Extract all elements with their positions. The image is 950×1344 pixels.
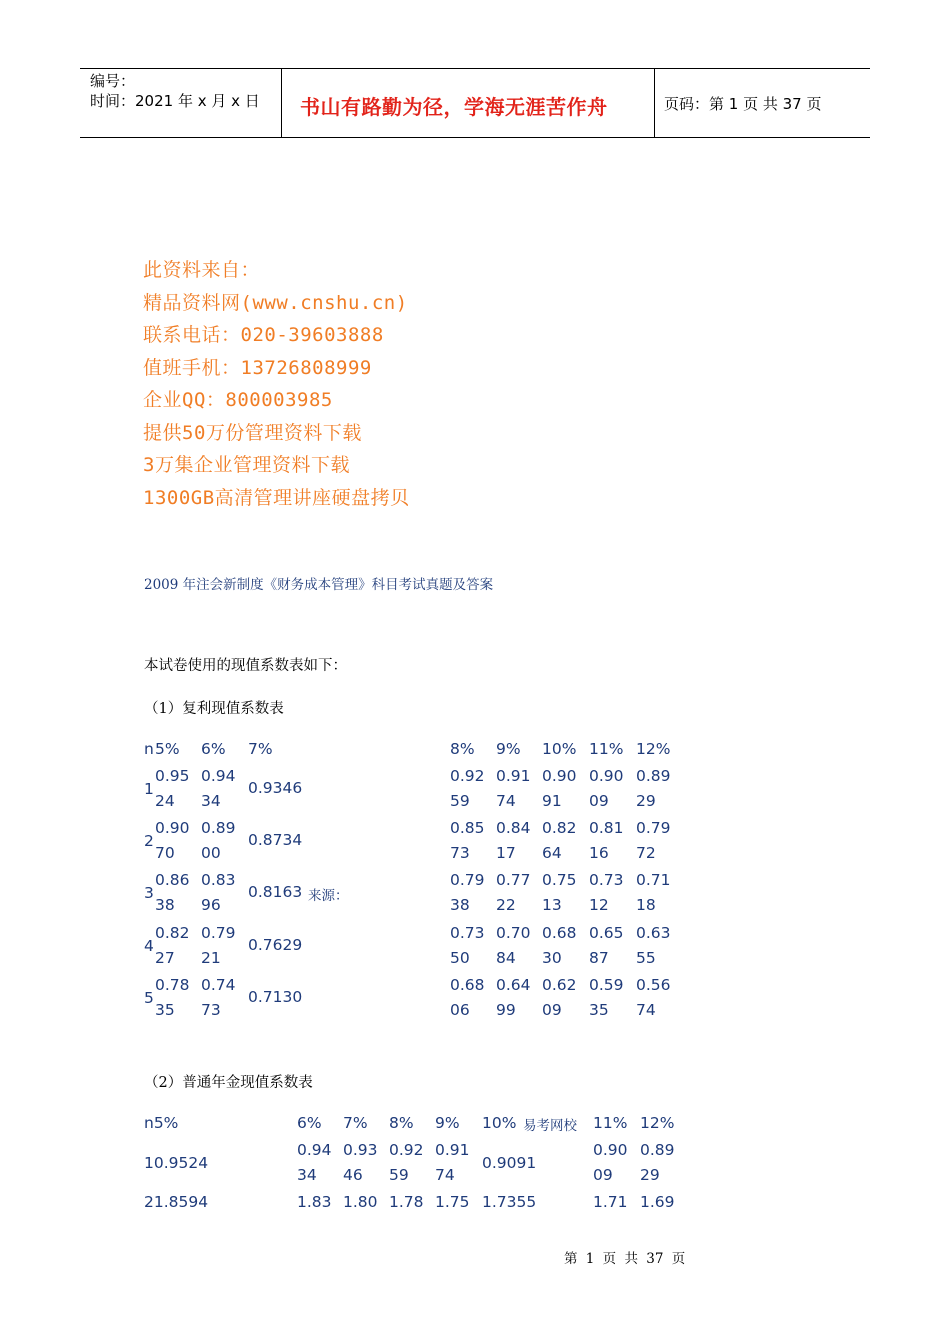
table1-header-5: 5% (155, 740, 180, 758)
table1-cell: 0.73 (450, 923, 485, 942)
table1-cell: 0.79 (636, 819, 671, 838)
table1-cell: 74 (636, 1000, 656, 1019)
table1-cell: 13 (542, 896, 562, 915)
table1-cell: 09 (542, 1000, 562, 1019)
table2-header-10: 10% (482, 1114, 517, 1132)
table1-cell: 0.63 (636, 923, 671, 942)
table1-row-n: 3 (144, 884, 154, 903)
table2-header-12: 12% (640, 1114, 675, 1132)
header-divider (654, 69, 655, 137)
table1-row-n: 2 (144, 832, 154, 851)
table2-cell: 0.93 (343, 1141, 378, 1159)
table1-header-9: 9% (496, 740, 521, 758)
table1-cell: 0.68 (542, 923, 577, 942)
table2-cell: 29 (640, 1166, 660, 1184)
table2-cell: 59 (389, 1166, 409, 1184)
table1-cell: 0.91 (496, 767, 531, 785)
table1-cell: 0.64 (496, 975, 531, 994)
table1-cell: 0.73 (589, 871, 624, 890)
ad-line: 提供50万份管理资料下载 (143, 421, 362, 444)
table2-cell: 1.80 (343, 1193, 378, 1211)
header-motto: 书山有路勤为径，学海无涯苦作舟 (300, 95, 608, 119)
table1-cell: 0.79 (201, 923, 236, 942)
header-meta (90, 71, 260, 111)
table1-cell: 30 (542, 948, 562, 967)
table1-cell: 59 (450, 792, 470, 810)
table1-cell: 35 (589, 1000, 609, 1019)
table1-cell: 0.82 (155, 923, 190, 942)
table1-cell: 0.56 (636, 975, 671, 994)
table1-cell: 99 (496, 1000, 516, 1019)
time-label: 时间：2021 年 x 月 x 日 (90, 92, 260, 110)
table2-header-n5: n5% (144, 1114, 179, 1132)
table1-cell: 38 (450, 896, 470, 915)
ad-line: 值班手机：13726808999 (143, 356, 372, 379)
table2-note: 易考网校 (523, 1118, 577, 1134)
table1-cell: 0.71 (636, 871, 671, 890)
table1-cell: 35 (155, 1000, 175, 1019)
table2-cell: 0.90 (593, 1141, 628, 1159)
table2-cell: 1.69 (640, 1193, 675, 1211)
table1-cell: 50 (450, 948, 470, 967)
table2-cell: 1.83 (297, 1193, 332, 1211)
header-page-info: 页码：第 1 页 共 37 页 (664, 95, 822, 113)
table2-cell: 1.71 (593, 1193, 628, 1211)
table1-cell: 0.77 (496, 871, 531, 890)
table1-cell: 0.90 (542, 767, 577, 785)
table1-cell: 21 (201, 948, 221, 967)
page-header (80, 68, 870, 138)
table1-cell: 0.75 (542, 871, 577, 890)
table1-row-n: 5 (144, 988, 154, 1007)
table1-cell: 0.79 (450, 871, 485, 890)
table1-cell: 0.9346 (248, 779, 303, 797)
table1-cell: 73 (450, 844, 470, 863)
table1-cell: 0.68 (450, 975, 485, 994)
table2-header-7: 7% (343, 1114, 368, 1132)
table1-cell: 22 (496, 896, 516, 915)
table1-cell: 00 (201, 844, 221, 863)
table2-cell: 0.89 (640, 1141, 675, 1159)
table1-cell: 0.7629 (248, 935, 303, 954)
table2-header-9: 9% (435, 1114, 460, 1132)
table1-cell: 18 (636, 896, 656, 915)
table2-row-n5: 10.9524 (144, 1154, 209, 1172)
table1-header-8: 8% (450, 740, 475, 758)
table1-cell: 0.85 (450, 819, 485, 838)
table1-cell: 0.74 (201, 975, 236, 994)
table1-cell: 74 (496, 792, 516, 810)
table2-row-n5: 21.8594 (144, 1193, 209, 1211)
table1-cell: 0.83 (201, 871, 236, 890)
table2-cell: 09 (593, 1166, 613, 1184)
header-divider (281, 69, 282, 137)
section1-heading: （1）复利现值系数表 (144, 701, 284, 717)
table1-cell: 27 (155, 948, 175, 967)
ad-line: 1300GB高清管理讲座硬盘拷贝 (143, 486, 410, 509)
table2-header-11: 11% (593, 1114, 628, 1132)
table1-header-n: n (144, 740, 154, 758)
table2-cell: 74 (435, 1166, 455, 1184)
intro-text: 本试卷使用的现值系数表如下： (144, 658, 347, 674)
table1-cell: 0.81 (589, 819, 624, 838)
table1-cell: 72 (636, 844, 656, 863)
table1-cell: 0.8163 (248, 883, 303, 902)
ad-line: 联系电话：020-39603888 (143, 324, 384, 346)
table1-cell: 0.70 (496, 923, 531, 942)
table2-cell: 0.92 (389, 1141, 424, 1159)
table1-cell: 29 (636, 792, 656, 810)
table1-cell: 38 (155, 896, 175, 915)
document-title: 2009 年注会新制度《财务成本管理》科目考试真题及答案 (144, 577, 494, 593)
table2-cell: 0.94 (297, 1141, 332, 1159)
ad-block (143, 254, 410, 514)
table1-cell: 0.84 (496, 819, 531, 838)
table1-cell: 0.94 (201, 767, 236, 785)
table1-cell: 73 (201, 1000, 221, 1019)
table1-cell: 0.78 (155, 975, 190, 994)
table1-cell: 0.90 (155, 819, 190, 838)
table1-cell: 24 (155, 792, 175, 810)
table1-cell: 0.7130 (248, 987, 303, 1006)
table1-cell: 17 (496, 844, 516, 863)
table1-header-12: 12% (636, 740, 671, 758)
table1-cell: 09 (589, 792, 609, 810)
table2-cell: 34 (297, 1166, 317, 1184)
table1-cell: 06 (450, 1000, 470, 1019)
table1-row-n: 1 (144, 780, 154, 798)
table2-cell: 1.78 (389, 1193, 424, 1211)
table2-cell: 0.91 (435, 1141, 470, 1159)
table1-cell: 0.65 (589, 923, 624, 942)
table1-cell: 0.86 (155, 871, 190, 890)
table1-cell: 70 (155, 844, 175, 863)
source-note: 来源： (308, 888, 349, 904)
ad-line: 精品资料网(www.cnshu.cn) (143, 291, 408, 314)
page-footer: 第 1 页 共 37 页 (564, 1251, 686, 1267)
table1-header-7: 7% (248, 740, 273, 758)
table1-row-n: 4 (144, 936, 154, 955)
table1-cell: 0.90 (589, 767, 624, 785)
ad-line: 企业QQ：800003985 (143, 389, 333, 411)
ad-line: 3万集企业管理资料下载 (143, 454, 350, 476)
table1-cell: 55 (636, 948, 656, 967)
table1-cell: 91 (542, 792, 562, 810)
table1-cell: 12 (589, 896, 609, 915)
table1-cell: 0.82 (542, 819, 577, 838)
table1-header-11: 11% (589, 740, 624, 758)
section2-heading: （2）普通年金现值系数表 (144, 1075, 313, 1091)
table2-cell: 1.7355 (482, 1193, 537, 1211)
table1-cell: 0.62 (542, 975, 577, 994)
table1-header-6: 6% (201, 740, 226, 758)
table1-cell: 16 (589, 844, 609, 863)
table2-cell: 1.75 (435, 1193, 470, 1211)
table1-cell: 0.89 (636, 767, 671, 785)
number-label: 编号： (90, 72, 136, 90)
table1-cell: 87 (589, 948, 609, 967)
table1-header-10: 10% (542, 740, 577, 758)
ad-line: 此资料来自： (143, 259, 261, 281)
table1-cell: 64 (542, 844, 562, 863)
table1-cell: 0.89 (201, 819, 236, 838)
table1-cell: 0.95 (155, 767, 190, 785)
table2-cell: 46 (343, 1166, 363, 1184)
table1-cell: 96 (201, 896, 221, 915)
table2-cell: 0.9091 (482, 1154, 537, 1172)
table1-cell: 34 (201, 792, 221, 810)
table2-header-6: 6% (297, 1114, 322, 1132)
table1-cell: 0.59 (589, 975, 624, 994)
table2-header-8: 8% (389, 1114, 414, 1132)
table1-cell: 0.8734 (248, 831, 303, 850)
table1-cell: 0.92 (450, 767, 485, 785)
table1-cell: 84 (496, 948, 516, 967)
